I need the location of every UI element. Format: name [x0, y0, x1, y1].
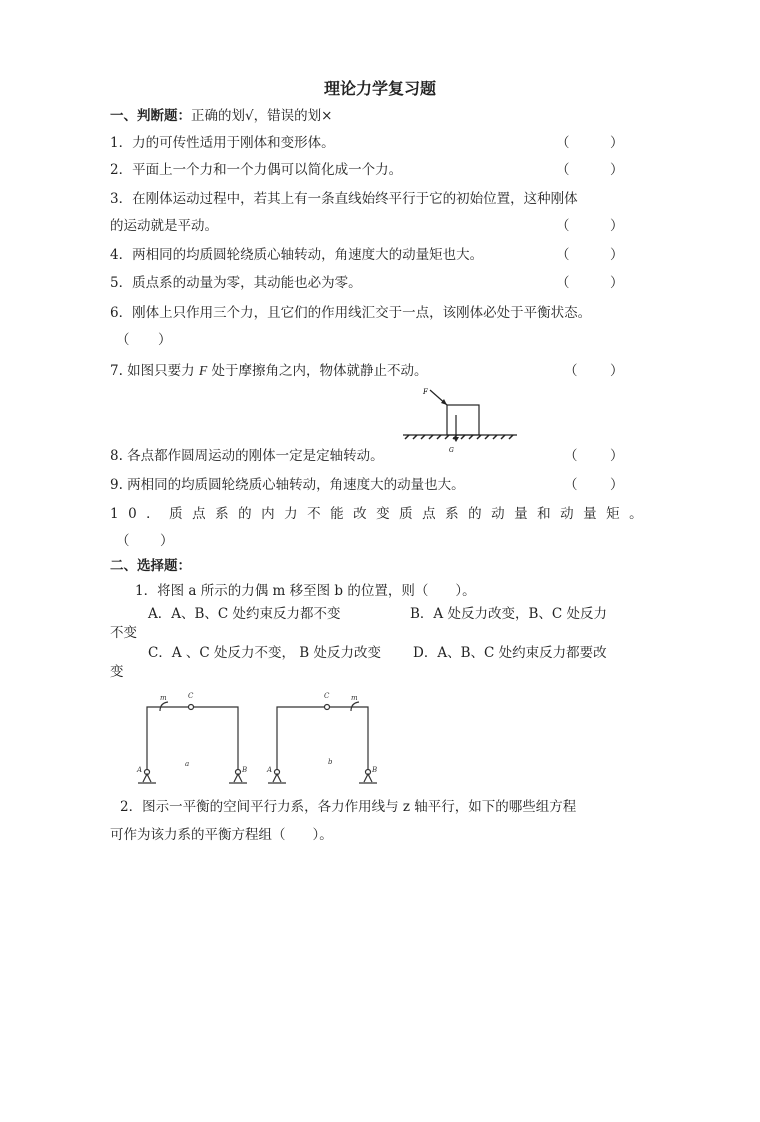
question-10: 10．质点系的内力不能改变质点系的动量和动量矩。 [110, 506, 653, 522]
frame-figures [130, 688, 390, 788]
answer-paren-open: （ [556, 135, 570, 151]
question-2: 2．平面上一个力和一个力偶可以简化成一个力。 [110, 162, 403, 178]
answer-paren-open: （ [116, 533, 130, 549]
page-title: 理论力学复习题 [323, 79, 436, 98]
figure-a-label: a [185, 760, 190, 768]
support-label-b: B [242, 766, 248, 774]
answer-paren-close: ） [160, 533, 174, 549]
option-b: B．A 处反力改变，B、C 处反力 [410, 606, 608, 622]
q7-text: 7. 如图只要力 [110, 363, 195, 379]
question-4: 4．两相同的均质圆轮绕质心轴转动，角速度大的动量矩也大。 [110, 247, 484, 263]
question-6: 6．刚体上只作用三个力，且它们的作用线汇交于一点，该刚体必处于平衡状态。 [110, 305, 592, 321]
answer-paren-open: （ [556, 247, 570, 263]
answer-paren-open: （ [564, 448, 578, 464]
option-b-cont: 不变 [110, 625, 137, 641]
answer-paren-open: （ [556, 162, 570, 178]
hinge-label-c-a: C [188, 692, 194, 700]
moment-label-a: m [160, 694, 167, 702]
hinge-label-c-b: C [324, 692, 330, 700]
answer-paren-open: （ [556, 218, 570, 234]
choice-question-1: 1．将图 a 所示的力偶 m 移至图 b 的位置，则（ ）。 [135, 583, 476, 599]
answer-paren-close: ） [610, 477, 624, 493]
question-3: 3．在刚体运动过程中，若其上有一条直线始终平行于它的初始位置，这种刚体 [110, 191, 578, 207]
option-a: A．A、B、C 处约束反力都不变 [148, 606, 341, 622]
answer-paren-open: （ [564, 363, 578, 379]
answer-paren-close: ） [610, 363, 624, 379]
question-5: 5．质点系的动量为零，其动能也必为零。 [110, 275, 362, 291]
choice-question-2: 2．图示一平衡的空间平行力系，各力作用线与 z 轴平行，如下的哪些组方程 [120, 799, 577, 815]
answer-paren-close: ） [610, 247, 624, 263]
answer-paren-close: ） [610, 162, 624, 178]
section1-header [110, 107, 332, 125]
friction-block-figure [395, 385, 525, 455]
option-d-cont: 变 [110, 664, 124, 680]
section2-heading: 二、选择题： [110, 558, 191, 574]
support-label-b-b: B [372, 766, 378, 774]
answer-paren-close: ） [610, 218, 624, 234]
option-c: C．A 、C 处反力不变， B 处反力改变 [148, 645, 381, 661]
question-7 [110, 362, 428, 380]
q7-variable: F [198, 363, 208, 378]
weight-label: G [449, 447, 454, 454]
answer-paren-close: ） [158, 332, 172, 348]
support-label-a: A [137, 766, 143, 774]
answer-paren-close: ） [610, 448, 624, 464]
option-d: D．A、B、C 处约束反力都要改 [413, 645, 607, 661]
question-1: 1．力的可传性适用于刚体和变形体。 [110, 135, 335, 151]
choice-question-2-cont: 可作为该力系的平衡方程组（ ）。 [110, 827, 333, 843]
support-label-a-b: A [267, 766, 273, 774]
question-9: 9. 两相同的均质圆轮绕质心轴转动，角速度大的动量也大。 [110, 477, 465, 493]
answer-paren-open: （ [116, 332, 130, 348]
moment-label-b: m [351, 694, 358, 702]
force-label: F [423, 388, 428, 396]
answer-paren-close: ） [610, 275, 624, 291]
instruction: 正确的划√，错误的划× [191, 108, 333, 124]
answer-paren-open: （ [556, 275, 570, 291]
question-3-cont: 的运动就是平动。 [110, 218, 218, 234]
answer-paren-close: ） [610, 135, 624, 151]
figure-b-label: b [328, 758, 333, 766]
section-heading: 一、判断题： [110, 108, 191, 124]
question-8: 8. 各点都作圆周运动的刚体一定是定轴转动。 [110, 448, 384, 464]
answer-paren-open: （ [564, 477, 578, 493]
q7-text-cont: 处于摩擦角之内，物体就静止不动。 [211, 363, 428, 379]
